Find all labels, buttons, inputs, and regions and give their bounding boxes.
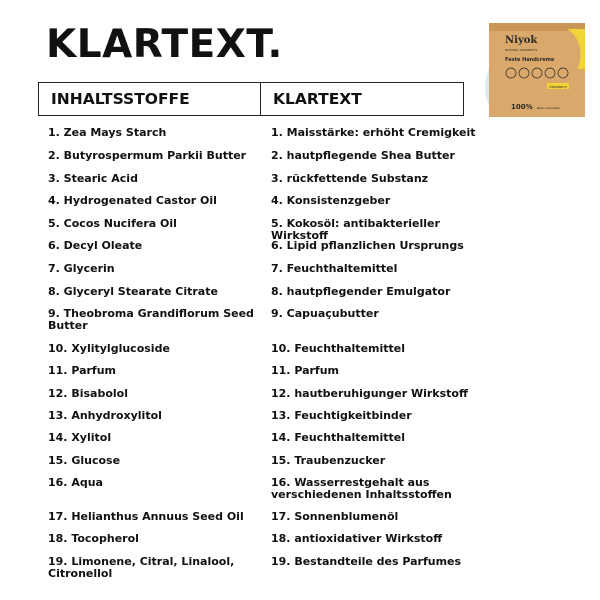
ingredient-explanation: 5. Kokosöl: antibakterieller Wirkstoff	[271, 217, 440, 242]
page-title: KLARTEXT.	[46, 22, 283, 67]
ingredient-name: 2. Butyrospermum Parkii Butter	[48, 149, 247, 162]
ingredient-name: 10. Xylitylglucoside	[48, 342, 170, 355]
ingredient-explanation: 7. Feuchthaltemittel	[271, 262, 398, 275]
ingredient-explanation: 12. hautberuhigunger Wirkstoff	[271, 387, 468, 400]
ingredient-explanation: 15. Traubenzucker	[271, 454, 386, 467]
ingredient-name: 16. Aqua	[48, 476, 103, 489]
ingredient-explanation: 9. Capuaçubutter	[271, 307, 379, 320]
ingredient-explanation: 1. Maisstärke: erhöht Cremigkeit	[271, 126, 476, 139]
ingredient-name: 9. Theobroma Grandiflorum Seed Butter	[48, 307, 254, 332]
product-badge: 100%	[511, 103, 533, 111]
ingredient-name: 12. Bisabolol	[48, 387, 128, 400]
ingredient-explanation: 11. Parfum	[271, 364, 340, 377]
ingredient-name: 19. Limonene, Citral, Linalool, Citronellol	[48, 555, 235, 580]
table-header	[38, 82, 464, 116]
product-variant: Glowberry	[549, 85, 567, 89]
ingredient-explanation: 16. Wasserrestgehalt aus verschiedenen Inhaltsstoffen	[271, 476, 452, 501]
product-sub-brand: NATURAL COSMETICS	[505, 48, 538, 52]
ingredient-name: 14. Xylitol	[48, 431, 112, 444]
ingredient-name: 15. Glucose	[48, 454, 121, 467]
product-image	[485, 17, 588, 119]
ingredient-explanation: 14. Feuchthaltemittel	[271, 431, 406, 444]
ingredient-explanation: 8. hautpflegender Emulgator	[271, 285, 451, 298]
header-divider	[260, 83, 261, 115]
ingredient-explanation: 19. Bestandteile des Parfumes	[271, 555, 462, 568]
ingredient-explanation: 17. Sonnenblumenöl	[271, 510, 399, 523]
header-klartext: KLARTEXT	[273, 90, 362, 108]
ingredient-name: 17. Helianthus Annuus Seed Oil	[48, 510, 244, 523]
ingredient-explanation: 3. rückfettende Substanz	[271, 172, 429, 185]
ingredient-name: 1. Zea Mays Starch	[48, 126, 167, 139]
product-badge-note: Natur Kosmetik	[537, 106, 561, 110]
ingredient-explanation: 13. Feuchtigkeitbinder	[271, 409, 412, 422]
ingredient-name: 8. Glyceryl Stearate Citrate	[48, 285, 218, 298]
ingredient-name: 5. Cocos Nucifera Oil	[48, 217, 177, 230]
product-box-illustration	[485, 17, 588, 119]
ingredient-name: 18. Tocopherol	[48, 532, 139, 545]
ingredient-explanation: 4. Konsistenzgeber	[271, 194, 391, 207]
ingredient-name: 13. Anhydroxylitol	[48, 409, 162, 422]
ingredient-name: 7. Glycerin	[48, 262, 115, 275]
product-name: Feste Handcreme	[505, 57, 555, 63]
header-ingredients: INHALTSSTOFFE	[51, 90, 190, 108]
ingredient-explanation: 2. hautpflegende Shea Butter	[271, 149, 455, 162]
ingredient-name: 11. Parfum	[48, 364, 117, 377]
ingredient-explanation: 10. Feuchthaltemittel	[271, 342, 406, 355]
ingredient-explanation: 18. antioxidativer Wirkstoff	[271, 532, 443, 545]
product-brand: Niyok	[505, 35, 538, 46]
ingredient-explanation: 6. Lipid pflanzlichen Ursprungs	[271, 239, 464, 252]
ingredient-name: 4. Hydrogenated Castor Oil	[48, 194, 217, 207]
ingredient-name: 3. Stearic Acid	[48, 172, 138, 185]
ingredient-name: 6. Decyl Oleate	[48, 239, 143, 252]
